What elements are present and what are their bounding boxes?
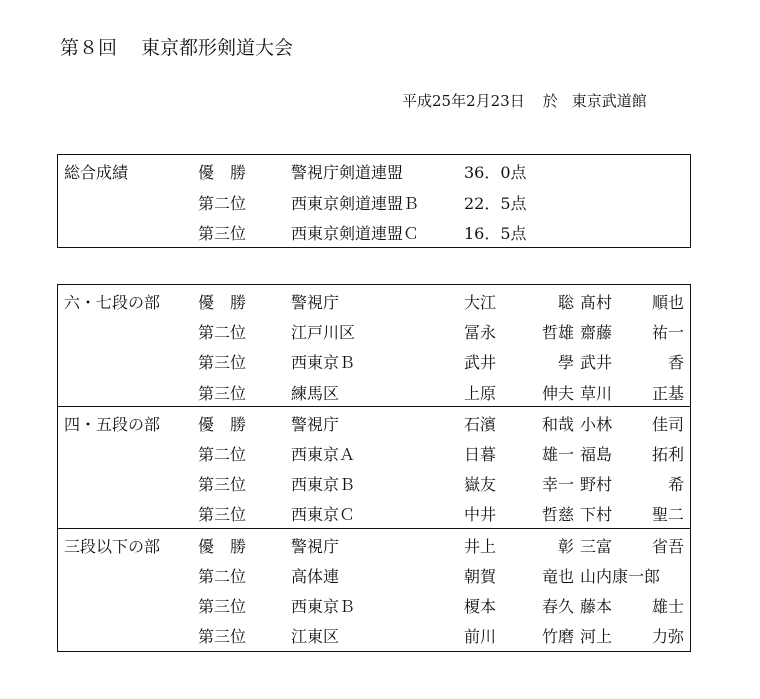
- division-results-table: [57, 284, 691, 652]
- given-name: 省吾: [651, 536, 684, 556]
- table-row: [58, 345, 690, 375]
- rank-cell: 優 勝: [198, 414, 247, 434]
- competitor-2: [580, 320, 684, 343]
- given-name: 拓利: [651, 444, 684, 464]
- competitor-1: [464, 534, 574, 557]
- rank-cell: 優 勝: [198, 163, 247, 182]
- family-name: 上原: [464, 383, 497, 403]
- rank-cell: 第三位: [198, 383, 247, 403]
- competitor-2: [580, 350, 684, 373]
- team-cell: 江戸川区: [291, 323, 356, 343]
- given-name: 春久: [541, 596, 574, 616]
- rank-cell: 第三位: [198, 627, 247, 647]
- family-name: 石濱: [464, 414, 497, 434]
- division-label: 三段以下の部: [64, 536, 161, 556]
- title-prefix: 第８回: [60, 37, 118, 59]
- team-cell: 西東京Ｂ: [291, 475, 356, 495]
- table-row: [58, 529, 690, 559]
- table-row: [58, 376, 690, 406]
- rank-cell: 第二位: [198, 323, 247, 343]
- given-name: 祐一: [651, 323, 684, 343]
- document-title: [60, 33, 293, 60]
- competitor-1: [464, 412, 574, 435]
- rank-cell: 第三位: [198, 475, 247, 495]
- rank-cell: 第二位: [198, 566, 247, 586]
- division-section: [58, 406, 690, 528]
- team-cell: 高体連: [291, 566, 340, 586]
- family-name: 武井: [580, 353, 613, 373]
- competitor-2: [580, 564, 684, 587]
- competitor-1: [464, 320, 574, 343]
- given-name: 力弥: [651, 627, 684, 647]
- points-cell: 16．5点: [464, 224, 527, 244]
- given-name: 哲慈: [541, 505, 574, 525]
- competitor-2: [580, 502, 684, 525]
- competitor-2: [580, 624, 684, 647]
- given-name: 學: [557, 353, 574, 373]
- table-row: [58, 315, 690, 345]
- competitor-1: [464, 381, 574, 404]
- family-name: 三富: [580, 536, 613, 556]
- team-cell: 西東京Ｃ: [291, 505, 356, 525]
- overall-section: [58, 155, 690, 247]
- competitor-2: [580, 472, 684, 495]
- rank-cell: 優 勝: [198, 536, 247, 556]
- competitor-1: [464, 594, 574, 617]
- competitor-2: [580, 412, 684, 435]
- given-name: 正基: [651, 383, 684, 403]
- competitor-1: [464, 290, 574, 313]
- family-name: 嶽友: [464, 475, 497, 495]
- table-row: [58, 559, 690, 589]
- division-label: 四・五段の部: [64, 414, 161, 434]
- table-row: [58, 186, 690, 217]
- table-row: [58, 407, 690, 437]
- given-name: 佳司: [651, 414, 684, 434]
- family-name: 武井: [464, 353, 497, 373]
- given-name: 香: [667, 353, 684, 373]
- title-text: 東京都形剣道大会: [141, 37, 294, 59]
- given-name: 哲雄: [541, 323, 574, 343]
- overall-results-table: [57, 154, 691, 248]
- team-cell: 警視庁: [291, 536, 340, 556]
- rank-cell: 優 勝: [198, 293, 247, 312]
- given-name: 竹磨: [541, 627, 574, 647]
- rank-cell: 第三位: [198, 353, 247, 373]
- table-row: [58, 497, 690, 527]
- team-cell: 練馬区: [291, 383, 340, 403]
- rank-cell: 第二位: [198, 193, 247, 213]
- competitor-1: [464, 472, 574, 495]
- family-name: 朝賀: [464, 566, 497, 586]
- given-name: 順也: [651, 293, 684, 312]
- family-name: 榎本: [464, 596, 497, 616]
- rank-cell: 第三位: [198, 224, 247, 244]
- family-name: 前川: [464, 627, 497, 647]
- given-name: 伸夫: [541, 383, 574, 403]
- family-name: 井上: [464, 536, 497, 556]
- competitor-2: [580, 290, 684, 313]
- rank-cell: 第三位: [198, 505, 247, 525]
- family-name: 齋藤: [580, 323, 613, 343]
- competitor-1: [464, 564, 574, 587]
- date-venue-separator: 於: [542, 92, 558, 110]
- family-name: 大江: [464, 293, 497, 312]
- event-date: 平成25年2月23日: [402, 92, 525, 110]
- family-name: 福島: [580, 444, 613, 464]
- team-cell: 西東京Ｂ: [291, 353, 356, 373]
- competitor-1: [464, 442, 574, 465]
- family-name: 下村: [580, 505, 613, 525]
- event-venue: 東京武道館: [571, 92, 647, 110]
- table-row: [58, 619, 690, 649]
- team-cell: 西東京Ｂ: [291, 596, 356, 616]
- rank-cell: 第二位: [198, 444, 247, 464]
- given-name: 竜也: [541, 566, 574, 586]
- table-row: [58, 437, 690, 467]
- family-name: 河上: [580, 627, 613, 647]
- team-cell: 西東京剣道連盟Ｂ: [291, 193, 420, 213]
- team-cell: 警視庁: [291, 293, 340, 312]
- points-cell: 22．5点: [464, 193, 527, 213]
- team-cell: 江東区: [291, 627, 340, 647]
- competitor-2: [580, 381, 684, 404]
- given-name: 彰: [557, 536, 574, 556]
- given-name: 聖二: [651, 505, 684, 525]
- team-cell: 西東京剣道連盟Ｃ: [291, 224, 420, 244]
- given-name: 聡: [557, 293, 574, 312]
- family-name: 山内康一郎: [580, 566, 661, 586]
- family-name: 藤本: [580, 596, 613, 616]
- family-name: 中井: [464, 505, 497, 525]
- table-row: [58, 467, 690, 497]
- given-name: 幸一: [541, 475, 574, 495]
- team-cell: 西東京Ａ: [291, 444, 356, 464]
- family-name: 小林: [580, 414, 613, 434]
- competitor-1: [464, 624, 574, 647]
- division-section: [58, 285, 690, 406]
- family-name: 草川: [580, 383, 613, 403]
- competitor-1: [464, 502, 574, 525]
- rank-cell: 第三位: [198, 596, 247, 616]
- team-cell: 警視庁剣道連盟: [291, 163, 404, 182]
- competitor-2: [580, 534, 684, 557]
- team-cell: 警視庁: [291, 414, 340, 434]
- given-name: 希: [667, 475, 684, 495]
- table-row: [58, 589, 690, 619]
- table-row: [58, 216, 690, 247]
- family-name: 日暮: [464, 444, 497, 464]
- family-name: 冨永: [464, 323, 497, 343]
- points-cell: 36．0点: [464, 163, 527, 182]
- competitor-1: [464, 350, 574, 373]
- given-name: 和哉: [541, 414, 574, 434]
- given-name: 雄士: [651, 596, 684, 616]
- date-venue-line: [402, 90, 647, 111]
- family-name: 野村: [580, 475, 613, 495]
- division-label: 六・七段の部: [64, 293, 161, 312]
- category-label: 総合成績: [64, 163, 129, 182]
- division-section: [58, 528, 690, 650]
- competitor-2: [580, 442, 684, 465]
- family-name: 髙村: [580, 293, 613, 312]
- competitor-2: [580, 594, 684, 617]
- table-row: [58, 285, 690, 315]
- table-row: [58, 155, 690, 186]
- given-name: 雄一: [541, 444, 574, 464]
